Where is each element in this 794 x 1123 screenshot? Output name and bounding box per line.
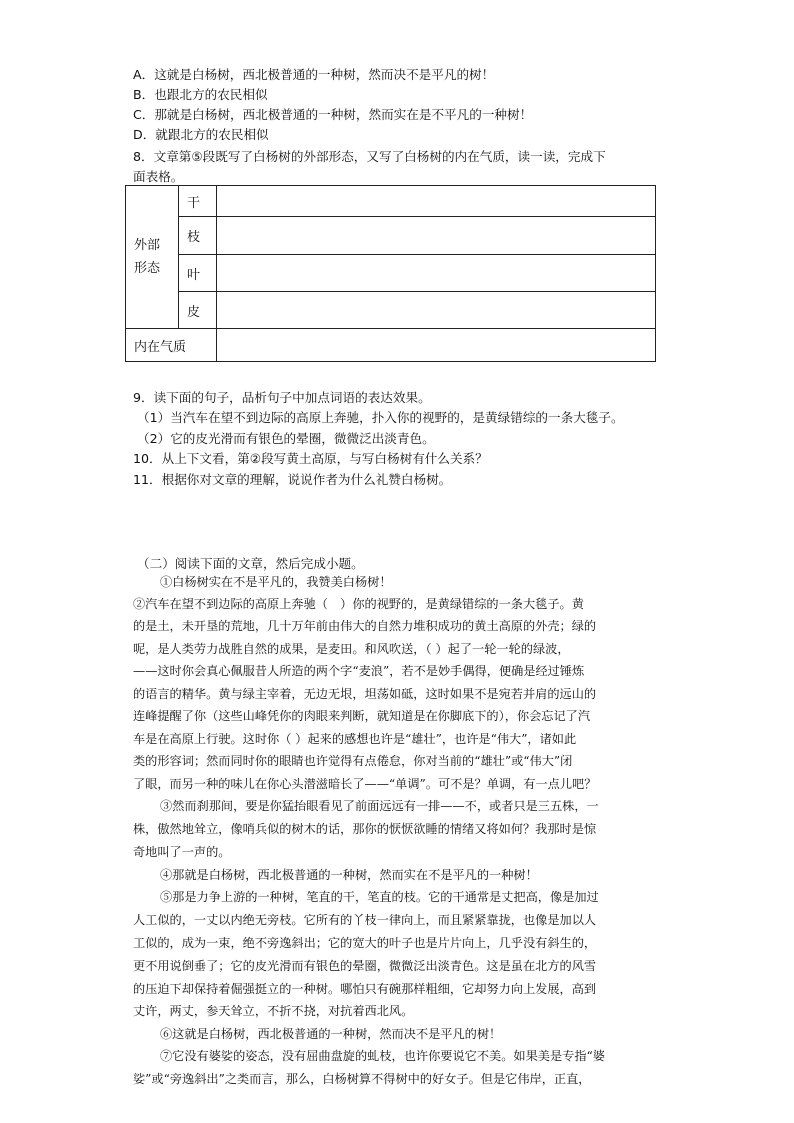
- option-a: A．这就是白杨树，西北极普通的一种树，然而决不是平凡的树！: [133, 67, 495, 82]
- answer-cell-branch[interactable]: [217, 217, 656, 255]
- passage-line: 人工似的，一丈以内绝无旁枝。它所有的丫枝一律向上，而且紧紧靠拢，也像是加以人: [133, 913, 597, 927]
- answer-cell-bark[interactable]: [217, 292, 656, 329]
- passage-line: ⑦它没有婆娑的姿态，没有屈曲盘旋的虬枝，也许你要说它不美。如果美是专指“婆: [160, 1049, 605, 1063]
- question-8-line-1: 8．文章第⑤段既写了白杨树的外部形态，又写了白杨树的内在气质，读一读，完成下: [133, 149, 606, 164]
- passage-line: ⑤那是力争上游的一种树，笔直的干，笔直的枝。它的干通常是丈把高，像是加过: [160, 890, 599, 904]
- outer-form-label: 外部 形态: [126, 186, 179, 329]
- passage-line: 娑”或“旁逸斜出”之类而言，那么，白杨树算不得树中的好女子。但是它伟岸，正直，: [133, 1072, 591, 1086]
- question-9-item-1: （1）当汽车在望不到边际的高原上奔驰，扑入你的视野的，是黄绿错综的一条大毯子。: [137, 410, 624, 425]
- passage-line: 工似的，成为一束，绝不旁逸斜出；它的宽大的叶子也是片片向上，几乎没有斜生的，: [133, 936, 597, 950]
- passage-line: 了眼，而另一种的味儿在你心头潜滋暗长了——“单调”。可不是？单调，有一点儿吧？: [133, 777, 597, 791]
- question-9: 9．读下面的句子，品析句子中加点词语的表达效果。: [133, 390, 431, 405]
- passage-line: ④那就是白杨树，西北极普通的一种树，然而实在不是平凡的一种树！: [160, 868, 538, 882]
- row-label-trunk: 干: [179, 186, 217, 217]
- passage-line: 的语言的精华。黄与绿主宰着，无边无垠，坦荡如砥，这时如果不是宛若并肩的远山的: [133, 687, 597, 701]
- morphology-table: [125, 185, 656, 362]
- passage-line: 的是土，未开垦的荒地，几十万年前由伟大的自然力堆积成功的黄土高原的外壳；绿的: [133, 619, 597, 633]
- inner-quality-label: 内在气质: [126, 329, 217, 362]
- answer-cell-trunk[interactable]: [217, 186, 656, 217]
- option-c: C．那就是白杨树，西北极普通的一种树，然而实在是不平凡的一种树！: [133, 107, 533, 122]
- option-d: D．就跟北方的农民相似: [133, 127, 269, 142]
- passage-line: ⑥这就是白杨树，西北极普通的一种树，然而决不是平凡的树！: [160, 1027, 502, 1041]
- row-label-branch: 枝: [179, 217, 217, 255]
- answer-cell-inner[interactable]: [217, 329, 656, 362]
- question-9-item-2: （2）它的皮光滑而有银色的晕圈，微微泛出淡青色。: [137, 431, 435, 446]
- passage-line: ③然而刹那间，要是你猛抬眼看见了前面远远有一排——不，或者只是三五株，一: [160, 799, 599, 813]
- passage-line: 车是在高原上行驶。这时你（ ）起来的感想也许是“雄壮”，也许是“伟大”，诸如此: [133, 732, 577, 746]
- passage-line: 呢，是人类劳力战胜自然的成果，是麦田。和风吹送，（ ）起了一轮一轮的绿波，: [133, 642, 570, 656]
- passage-line: ①白杨树实在不是平凡的，我赞美白杨树！: [160, 575, 392, 589]
- passage-line: 更不用说倒垂了；它的皮光滑而有银色的晕圈，微微泛出淡青色。这是虽在北方的风雪: [133, 959, 597, 973]
- option-b: B．也跟北方的农民相似: [133, 87, 268, 102]
- passage-line: 的压迫下却保持着倔强挺立的一种树。哪怕只有碗那样粗细，它却努力向上发展，高到: [133, 982, 597, 996]
- question-11: 11．根据你对文章的理解，说说作者为什么礼赞白杨树。: [133, 472, 452, 487]
- passage-line: ②汽车在望不到边际的高原上奔驰（ ）你的视野的，是黄绿错综的一条大毯子。黄: [133, 597, 584, 611]
- row-label-leaf: 叶: [179, 255, 217, 292]
- passage-line: ——这时你会真心佩服昔人所造的两个字“麦浪”，若不是妙手偶得，便确是经过锤炼: [133, 664, 585, 678]
- question-10: 10．从上下文看，第②段写黄土高原，与写白杨树有什么关系？: [133, 451, 488, 466]
- question-8-line-2: 面表格。: [133, 169, 184, 184]
- passage-line: 株，傲然地耸立，像哨兵似的树木的话，那你的恹恹欲睡的情绪又将如何？我那时是惊: [133, 822, 597, 836]
- passage-line: 丈许，两丈，参天耸立，不折不挠，对抗着西北风。: [133, 1004, 414, 1018]
- passage-line: 连峰提醒了你（这些山峰凭你的肉眼来判断，就知道是在你脚底下的），你会忘记了汽: [133, 709, 591, 723]
- section-2-heading: （二）阅读下面的文章，然后完成小题。: [137, 556, 364, 571]
- answer-cell-leaf[interactable]: [217, 255, 656, 292]
- row-label-bark: 皮: [179, 292, 217, 329]
- passage-line: 类的形容词；然而同时你的眼睛也许觉得有点倦怠，你对当前的“雄壮”或“伟大”闭: [133, 754, 573, 768]
- passage-line: 奇地叫了一声的。: [133, 845, 231, 859]
